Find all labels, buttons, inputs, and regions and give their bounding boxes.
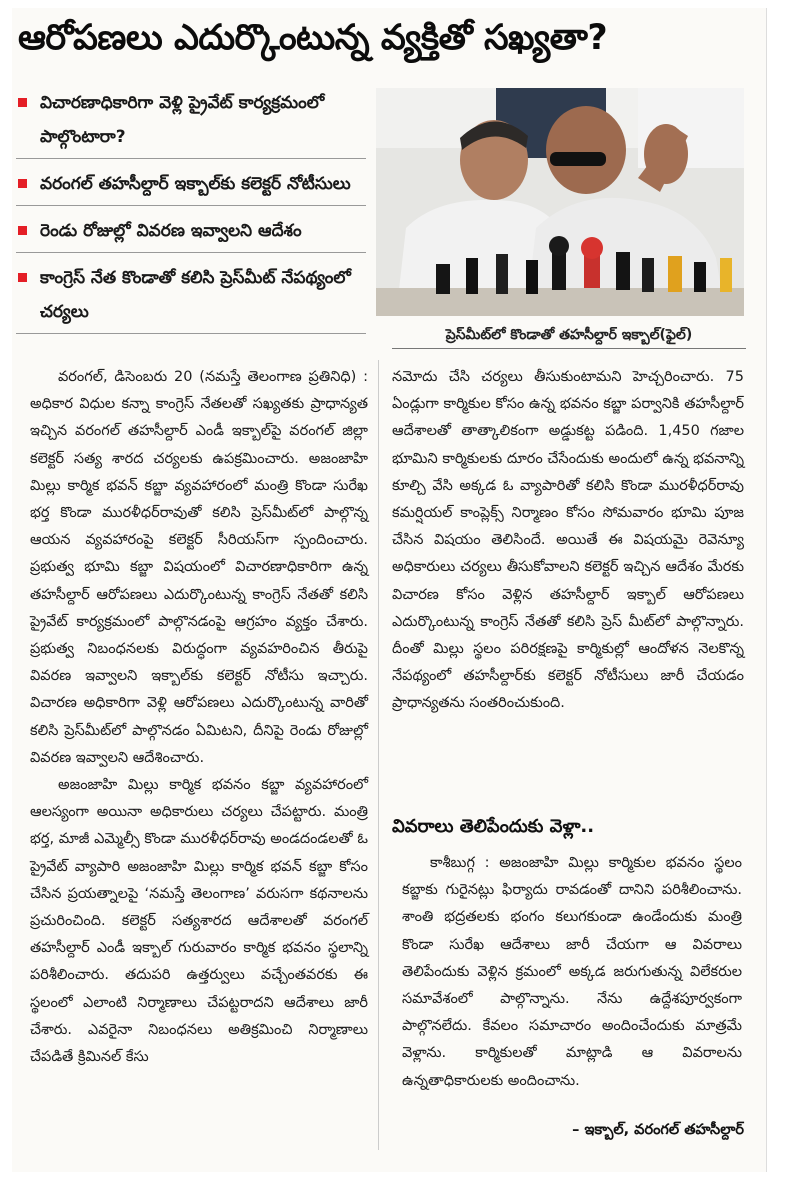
highlight-item xyxy=(16,261,366,334)
box-subhead: వివరాలు తెలిపేందుకు వెళ్లా.. xyxy=(392,816,595,837)
box-body-column xyxy=(402,850,742,1095)
article-left-column xyxy=(30,364,368,1071)
highlight-item xyxy=(16,167,366,206)
box-signature: – ఇక్బాల్, వరంగల్ తహసీల్దార్ xyxy=(572,1122,744,1138)
highlight-text: వరంగల్ తహసీల్దార్ ఇక్బాల్‌కు కలెక్టర్ నోటీసులు xyxy=(40,174,351,194)
column-divider xyxy=(378,360,379,1150)
article-paragraph: వరంగల్, డిసెంబరు 20 (నమస్తే తెలంగాణ ప్రతినిధి) : అధికార విధుల కన్నా కాంగ్రెస్ నేతలతో సఖ్యతకు ప్రాధాన్యత ఇచ్చిన వరంగల్ తహసీల్దార్ ఎండీ ఇక్బాల్‌పై వరంగల్ జిల్లా కలెక్టర్ సత్య శారద చర్యలకు ఉపక్రమించారు. అజంజాహి మిల్లు కార్మిక భవన్ కబ్జా వ్యవహారంలో మంత్రి కొండా సురేఖ భర్త కొండా మురళీధర్‌రావుతో కలిసి ప్రెస్‌మీట్‌లో పాల్గొన్న ఆయన వ్యవహారంపై కలెక్టర్ సీరియస్‌గా స్పందించారు. ప్రభుత్వ భూమి కబ్జా విషయంలో విచారణాధికారిగా ఉన్న తహసీల్దార్ ఆరోపణలు ఎదుర్కొంటున్న కాంగ్రెస్ నేతతో కలిసి ప్రైవేట్ కార్యక్రమంలో పాల్గొనడంపై ఆగ్రహం వ్యక్తం చేశారు. ప్రభుత్వ నిబంధనలకు విరుద్ధంగా వ్యవహరించిన తీరుపై వివరణ ఇవ్వాలని ఇక్బాల్‌కు కలెక్టర్ నోటీసు ఇచ్చారు. విచారణ అధికారిగా వెళ్లి ఆరోపణలు ఎదుర్కొంటున్న వారితో కలిసి ప్రెస్‌మీట్‌లో పాల్గొనడం ఏమిటని, దీనిపై రెండు రోజుల్లో వివరణ ఇవ్వాలని ఆదేశించారు. xyxy=(30,369,368,766)
article-paragraph: నమోదు చేసి చర్యలు తీసుకుంటామని హెచ్చరించారు. 75 ఏండ్లుగా కార్మికుల కోసం ఉన్న భవనం కబ్జా పర్వానికి తహసీల్దార్ ఆదేశాలతో తాత్కాలికంగా అడ్డుకట్ట పడింది. 1,450 గజాల భూమిని కార్మికులకు దూరం చేసేందుకు అందులో ఉన్న భవనాన్ని కూల్చి వేసి అక్కడ ఓ వ్యాపారితో కలిసి కొండా మురళీధర్‌రావు కమర్షియల్ కాంప్లెక్స్ నిర్మాణం కోసం సోమవారం భూమి పూజ చేసిన విషయం తెలిసిందే. అయితే ఈ విషయమై రెవెన్యూ అధికారులు చర్యలు తీసుకోవాలని కలెక్టర్ ఇచ్చిన ఆదేశం మేరకు విచారణ కోసం వెళ్లిన తహసీల్దార్ ఇక్బాల్ ఆరోపణలు ఎదుర్కొంటున్న కాంగ్రెస్ నేతతో కలిసి ప్రెస్ మీట్‌లో పాల్గొన్నారు. దీంతో మిల్లు స్థలం పరిరక్షణపై కార్మికుల్లో ఆందోళన నెలకొన్న నేపథ్యంలో తహసీల్దార్‌కు కలెక్టర్ నోటీసులు జారీ చేయడం ప్రాధాన్యతను సంతరించుకుంది. xyxy=(392,369,744,712)
press-meet-photo xyxy=(376,88,744,316)
highlight-text: రెండు రోజుల్లో వివరణ ఇవ్వాలని ఆదేశం xyxy=(40,221,302,241)
article-paragraph: అజంజాహి మిల్లు కార్మిక భవనం కబ్జా వ్యవహారంలో ఆలస్యంగా అయినా అధికారులు చర్యలు చేపట్టారు. మంత్రి భర్త, మాజీ ఎమ్మెల్సీ కొండా మురళీధర్‌రావు అండదండలతో ఓ ప్రైవేట్ వ్యాపారి అజంజాహి మిల్లు కార్మిక భవన్ కబ్జా కోసం చేసిన ప్రయత్నాలపై ‘నమస్తే తెలంగాణ’ వరుసగా కథనాలను ప్రచురించింది. కలెక్టర్ సత్యశారద ఆదేశాలతో వరంగల్ తహసీల్దార్ ఎండీ ఇక్బాల్ గురువారం కార్మిక భవనం స్థలాన్ని పరిశీలించారు. తదుపరి ఉత్తర్వులు వచ్చేంతవరకు ఈ స్థలంలో ఎలాంటి నిర్మాణాలు చేపట్టరాదని ఆదేశాలు జారీ చేశారు. ఎవరైనా నిబంధనలు అతిక్రమించి నిర్మాణాలు చేపడితే క్రిమినల్ కేసు xyxy=(30,777,368,1066)
photo-caption: ప్రెస్‌మీట్‌లో కొండాతో తహసీల్దార్ ఇక్బాల్(ఫైల్) xyxy=(392,322,746,349)
box-paragraph: కాశీబుగ్గ : అజంజాహి మిల్లు కార్మికుల భవనం స్థలం కబ్జాకు గురైనట్లు ఫిర్యాదు రావడంతో దానిని పరిశీలించాను. శాంతి భద్రతలకు భంగం కలుగకుండా ఉండేందుకు మంత్రి కొండా సురేఖ ఆదేశాలు జారీ చేయగా ఆ వివరాలు తెలిపేందుకు వెళ్లిన క్రమంలో అక్కడ జరుగుతున్న విలేకరుల సమావేశంలో పాల్గొన్నాను. నేను ఉద్దేశపూర్వకంగా పాల్గొనలేదు. కేవలం సమాచారం అందించేందుకు మాత్రమే వెళ్లాను. కార్మికులతో మాట్లాడి ఆ వివరాలను ఉన్నతాధికారులకు అందించాను. xyxy=(402,855,742,1089)
highlight-text: కాంగ్రెస్ నేత కొండాతో కలిసి ప్రెస్‌మీట్ నేపథ్యంలో చర్యలు xyxy=(40,268,351,322)
red-square-bullet-icon xyxy=(18,179,27,188)
red-square-bullet-icon xyxy=(18,226,27,235)
highlight-text: విచారణాధికారిగా వెళ్లి ప్రైవేట్ కార్యక్రమంలో పాల్గొంటారా? xyxy=(40,93,325,147)
headline: ఆరోపణలు ఎదుర్కొంటున్న వ్యక్తితో సఖ్యతా? xyxy=(18,18,608,58)
page-bottom-edge xyxy=(0,1176,800,1192)
highlight-list xyxy=(16,86,366,342)
red-square-bullet-icon xyxy=(18,98,27,107)
highlight-item xyxy=(16,86,366,159)
highlight-item xyxy=(16,214,366,253)
article-right-column xyxy=(392,364,744,718)
red-square-bullet-icon xyxy=(18,273,27,282)
press-meet-illustration xyxy=(376,88,744,316)
